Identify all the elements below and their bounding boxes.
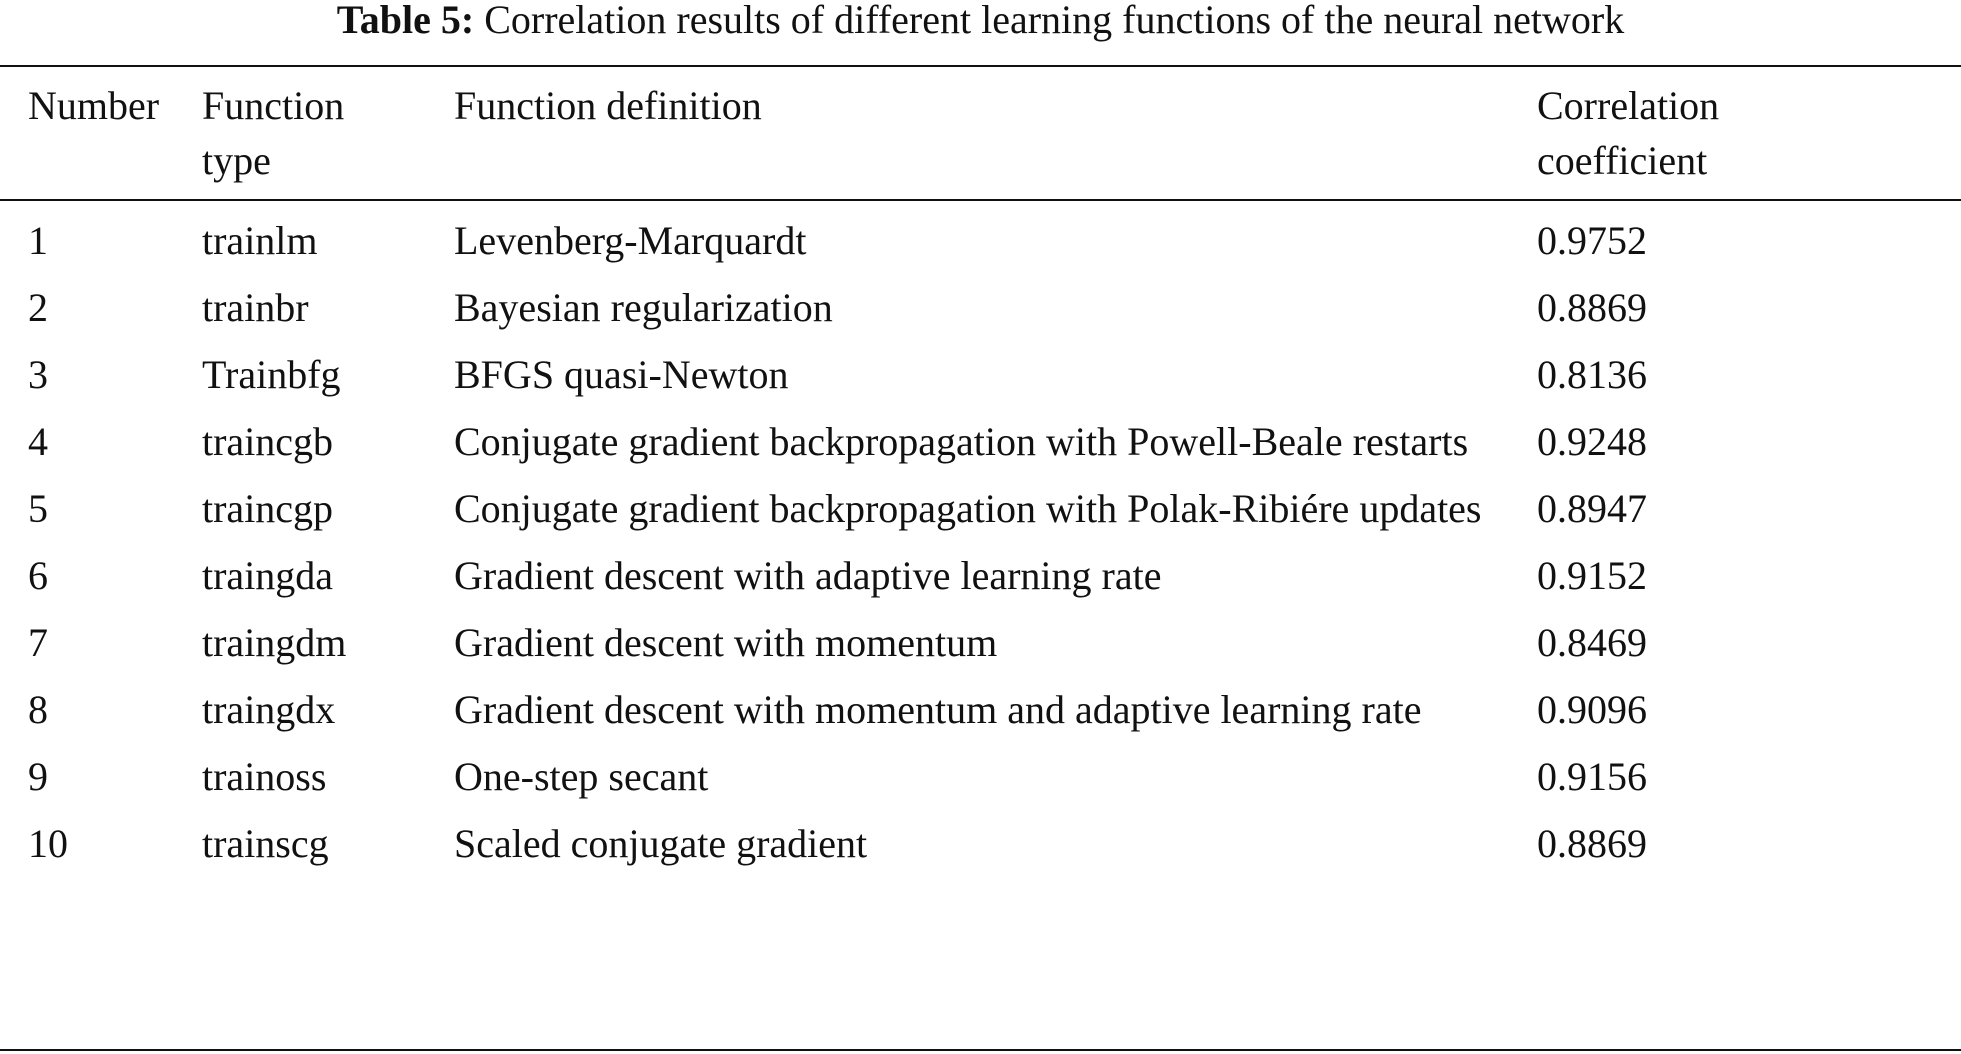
table-caption xyxy=(0,0,1961,48)
cell-function-definition: Conjugate gradient backpropagation with Polak-Ribiére updates xyxy=(454,486,1482,531)
table-row xyxy=(0,548,1961,615)
cell-correlation: 0.9248 xyxy=(1537,419,1647,464)
cell-correlation: 0.8869 xyxy=(1537,821,1647,866)
table-row xyxy=(0,682,1961,749)
header-function-type-line1: Function xyxy=(202,83,345,128)
table-header-row xyxy=(0,67,1961,200)
table-row xyxy=(0,280,1961,347)
cell-correlation: 0.8469 xyxy=(1537,620,1647,665)
header-correlation-line2: coefficient xyxy=(1537,138,1708,183)
cell-number: 9 xyxy=(28,754,48,799)
cell-number: 5 xyxy=(28,486,48,531)
cell-correlation: 0.9152 xyxy=(1537,553,1647,598)
cell-function-definition: One-step secant xyxy=(454,754,709,799)
cell-number: 8 xyxy=(28,687,48,732)
header-correlation-coefficient xyxy=(1537,67,1961,200)
table-bottom-rule xyxy=(0,1049,1961,1051)
table-row xyxy=(0,481,1961,548)
cell-function-definition: Levenberg-Marquardt xyxy=(454,218,807,263)
header-function-definition xyxy=(454,67,1537,200)
cell-correlation: 0.9752 xyxy=(1537,218,1647,263)
cell-function-type: traincgp xyxy=(202,486,334,531)
cell-function-definition: Gradient descent with momentum xyxy=(454,620,998,665)
cell-correlation: 0.9156 xyxy=(1537,754,1647,799)
header-function-type-line2: type xyxy=(202,138,271,183)
cell-number: 4 xyxy=(28,419,48,464)
header-number xyxy=(0,67,202,200)
cell-number: 2 xyxy=(28,285,48,330)
cell-correlation: 0.9096 xyxy=(1537,687,1647,732)
cell-function-type: trainoss xyxy=(202,754,327,799)
cell-function-type: trainlm xyxy=(202,218,318,263)
table-caption-text: Correlation results of different learning functions of the neural network xyxy=(484,0,1625,42)
cell-correlation: 0.8947 xyxy=(1537,486,1647,531)
header-correlation-line1: Correlation xyxy=(1537,83,1720,128)
cell-function-definition: Gradient descent with adaptive learning rate xyxy=(454,553,1162,598)
cell-number: 6 xyxy=(28,553,48,598)
cell-correlation: 0.8136 xyxy=(1537,352,1647,397)
table-caption-label: Table 5: xyxy=(336,0,475,42)
cell-number: 10 xyxy=(28,821,68,866)
cell-function-definition: Bayesian regularization xyxy=(454,285,833,330)
cell-function-type: traingda xyxy=(202,553,334,598)
cell-function-type: traingdx xyxy=(202,687,336,732)
table-row xyxy=(0,414,1961,481)
table-row xyxy=(0,347,1961,414)
table-row xyxy=(0,615,1961,682)
cell-function-type: Trainbfg xyxy=(202,352,341,397)
cell-correlation: 0.8869 xyxy=(1537,285,1647,330)
cell-number: 3 xyxy=(28,352,48,397)
cell-function-definition: Conjugate gradient backpropagation with Powell-Beale restarts xyxy=(454,419,1469,464)
cell-function-type: trainscg xyxy=(202,821,329,866)
header-number-label: Number xyxy=(28,83,160,128)
cell-function-type: trainbr xyxy=(202,285,309,330)
cell-function-definition: Scaled conjugate gradient xyxy=(454,821,868,866)
header-function-definition-label: Function definition xyxy=(454,83,762,128)
table-row xyxy=(0,749,1961,816)
table-row xyxy=(0,200,1961,280)
correlation-table xyxy=(0,67,1961,883)
table-row xyxy=(0,816,1961,883)
cell-function-definition: Gradient descent with momentum and adaptive learning rate xyxy=(454,687,1422,732)
cell-function-type: traingdm xyxy=(202,620,347,665)
cell-number: 7 xyxy=(28,620,48,665)
header-function-type xyxy=(202,67,454,200)
cell-function-type: traincgb xyxy=(202,419,334,464)
cell-function-definition: BFGS quasi-Newton xyxy=(454,352,789,397)
cell-number: 1 xyxy=(28,218,48,263)
